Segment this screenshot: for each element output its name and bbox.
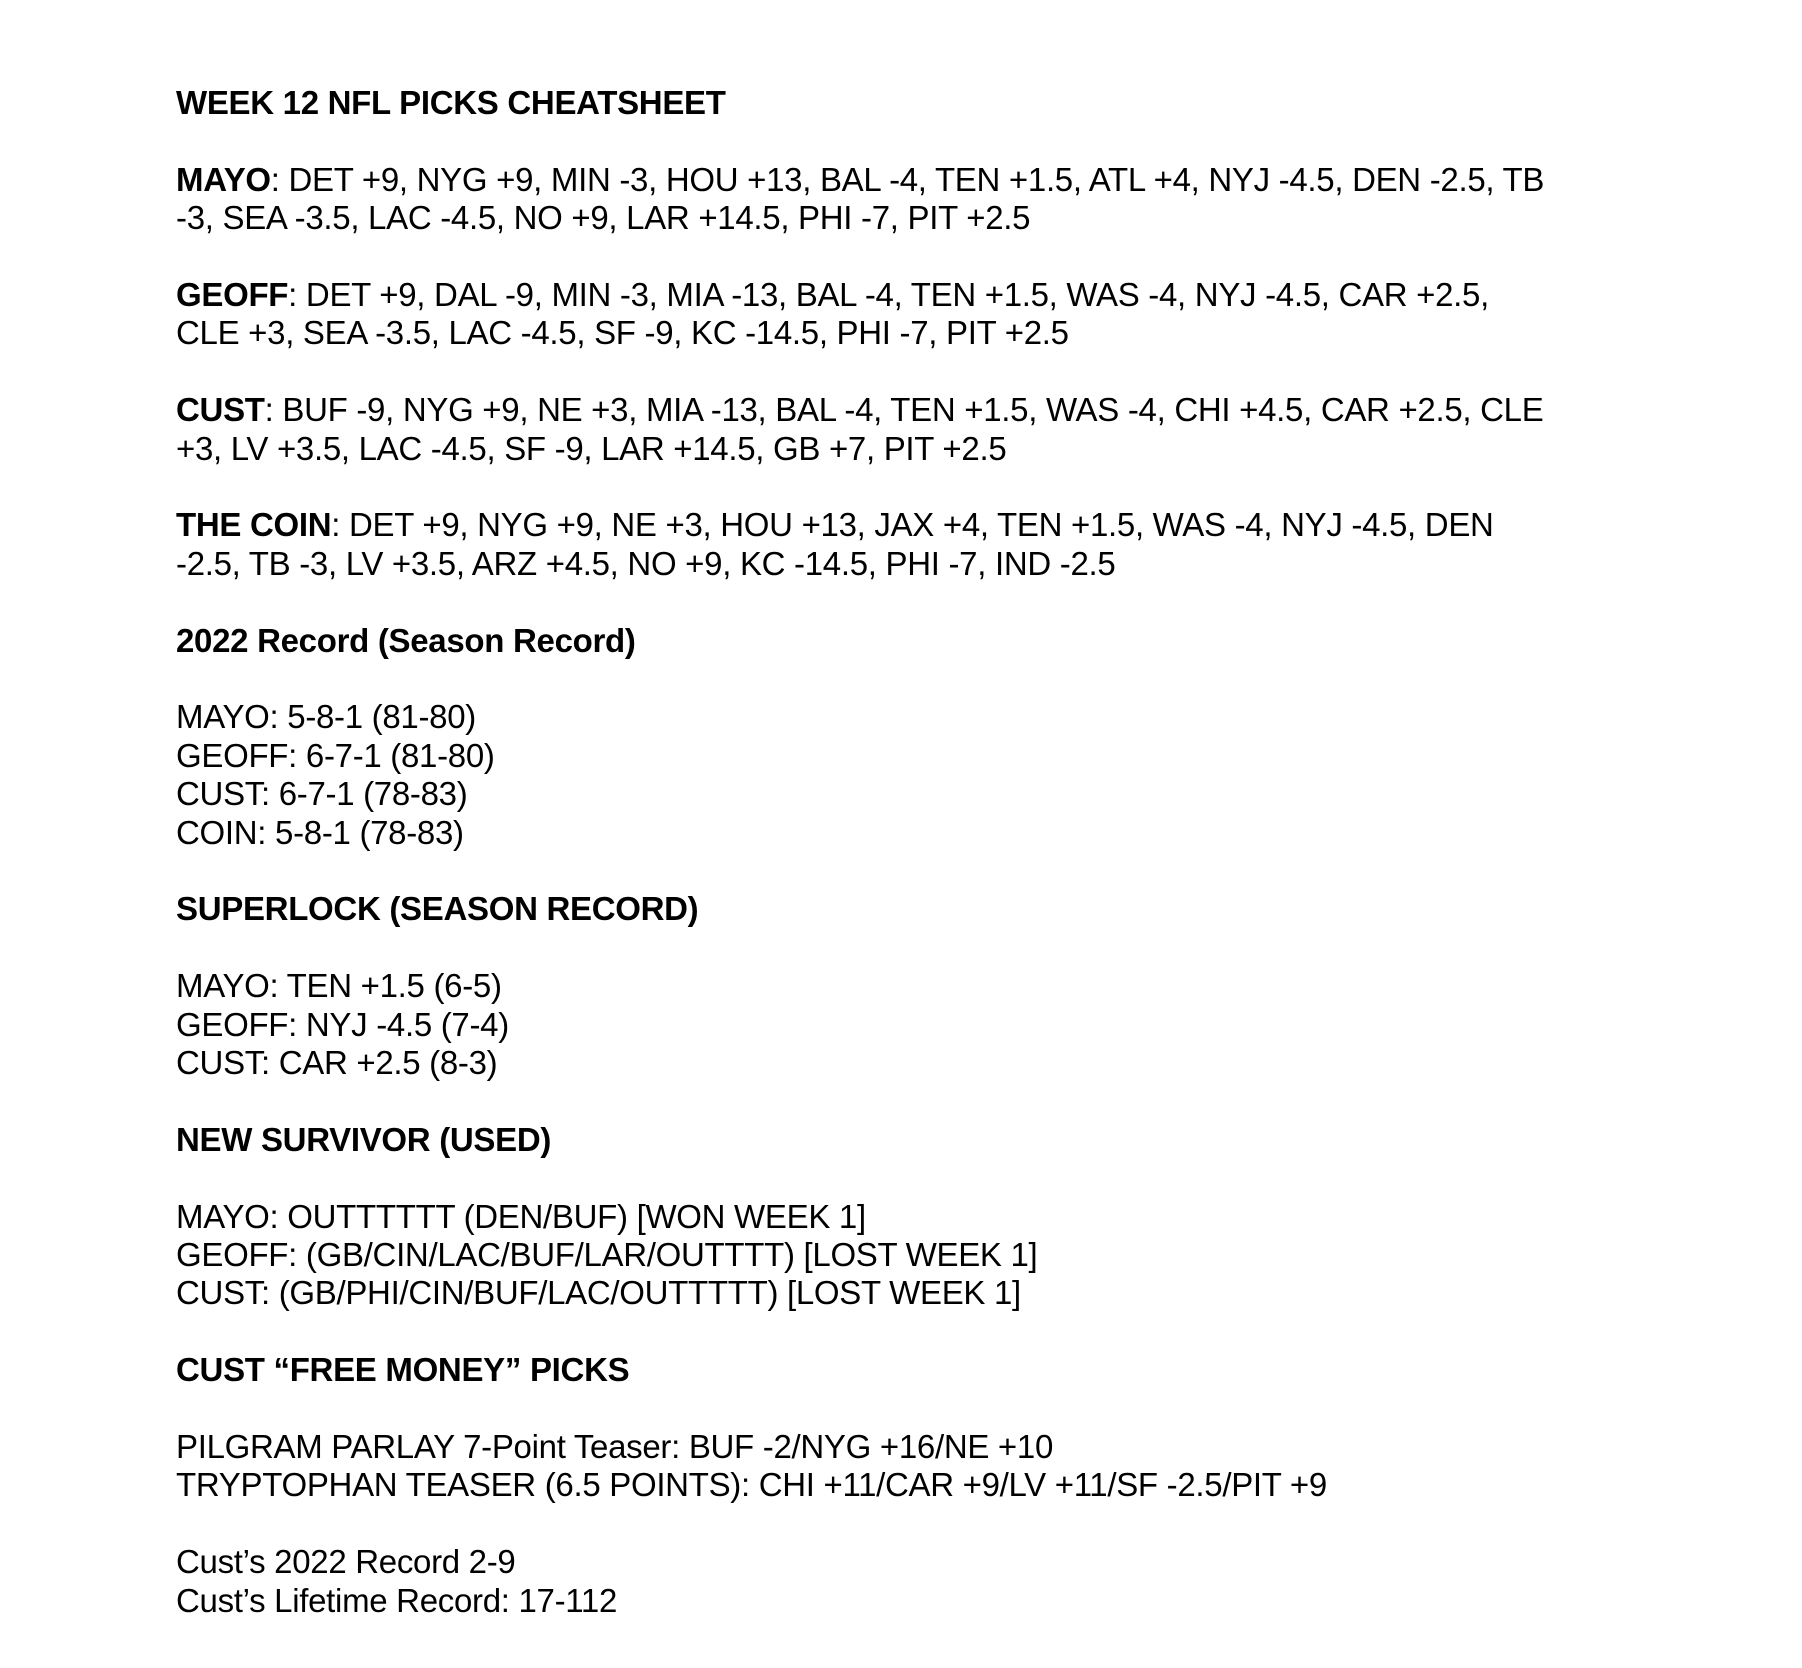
picks-text: : DET +9, DAL -9, MIN -3, MIA -13, BAL -4, TEN +1.5, WAS -4, NYJ -4.5, CAR +2.5,	[288, 276, 1489, 313]
record-item: CUST: 6-7-1 (78-83)	[176, 775, 468, 813]
picks-block-coin	[176, 506, 1736, 583]
spacer	[176, 122, 1736, 160]
picks-text: : DET +9, NYG +9, MIN -3, HOU +13, BAL -4, TEN +1.5, ATL +4, NYJ -4.5, DEN -2.5, TB	[270, 160, 1545, 198]
spacer	[176, 1313, 1736, 1351]
superlock-item: MAYO: TEN +1.5 (6-5)	[176, 967, 502, 1005]
picker-name: THE COIN	[176, 506, 332, 544]
survivor-item: CUST: (GB/PHI/CIN/BUF/LAC/OUTTTTT) [LOST WEEK 1]	[176, 1274, 1021, 1312]
picks-text: -2.5, TB -3, LV +3.5, ARZ +4.5, NO +9, KC -14.5, PHI -7, IND -2.5	[176, 544, 1116, 582]
survivor-item: MAYO: OUTTTTTT (DEN/BUF) [WON WEEK 1]	[176, 1197, 866, 1235]
spacer	[176, 1505, 1736, 1543]
superlock-item: GEOFF: NYJ -4.5 (7-4)	[176, 1005, 509, 1043]
record-item: GEOFF: 6-7-1 (81-80)	[176, 736, 495, 774]
section-heading-record: 2022 Record (Season Record)	[176, 621, 636, 659]
survivor-list	[176, 1198, 1736, 1313]
spacer	[176, 1390, 1736, 1428]
free-money-list	[176, 1428, 1736, 1505]
spacer	[176, 1082, 1736, 1120]
superlock-list	[176, 967, 1736, 1082]
spacer	[176, 852, 1736, 890]
spacer	[176, 660, 1736, 698]
picker-name: MAYO	[176, 160, 271, 198]
free-money-item: PILGRAM PARLAY 7-Point Teaser: BUF -2/NYG +16/NE +10	[176, 1428, 1054, 1466]
document-page	[176, 84, 1736, 1620]
cust-records-list	[176, 1543, 1736, 1620]
cust-record-item: Cust’s 2022 Record 2-9	[176, 1543, 516, 1581]
picker-name: CUST	[176, 391, 265, 429]
section-heading-superlock: SUPERLOCK (SEASON RECORD)	[176, 890, 699, 928]
picks-text: : DET +9, NYG +9, NE +3, HOU +13, JAX +4, TEN +1.5, WAS -4, NYJ -4.5, DEN	[331, 506, 1494, 544]
record-item: COIN: 5-8-1 (78-83)	[176, 813, 464, 851]
spacer	[176, 929, 1736, 967]
survivor-item: GEOFF: (GB/CIN/LAC/BUF/LAR/OUTTTT) [LOST WEEK 1]	[176, 1236, 1038, 1274]
spacer	[176, 583, 1736, 621]
record-item: MAYO: 5-8-1 (81-80)	[176, 698, 476, 736]
picks-block-geoff	[176, 276, 1736, 353]
section-heading-survivor: NEW SURVIVOR (USED)	[176, 1120, 552, 1158]
picks-block-mayo	[176, 161, 1736, 238]
superlock-item: CUST: CAR +2.5 (8-3)	[176, 1044, 498, 1082]
picks-block-cust	[176, 391, 1736, 468]
section-heading-free-money: CUST “FREE MONEY” PICKS	[176, 1351, 630, 1389]
picks-text: -3, SEA -3.5, LAC -4.5, NO +9, LAR +14.5, PHI -7, PIT +2.5	[176, 199, 1031, 237]
spacer	[176, 353, 1736, 391]
cust-record-item: Cust’s Lifetime Record: 17-112	[176, 1581, 617, 1619]
picks-text: : BUF -9, NYG +9, NE +3, MIA -13, BAL -4, TEN +1.5, WAS -4, CHI +4.5, CAR +2.5, CLE	[264, 391, 1544, 429]
document-title: WEEK 12 NFL PICKS CHEATSHEET	[176, 84, 726, 121]
spacer	[176, 238, 1736, 276]
picks-text: +3, LV +3.5, LAC -4.5, SF -9, LAR +14.5, GB +7, PIT +2.5	[176, 429, 1007, 467]
spacer	[176, 1159, 1736, 1197]
picks-text: CLE +3, SEA -3.5, LAC -4.5, SF -9, KC -14.5, PHI -7, PIT +2.5	[176, 314, 1069, 352]
record-list	[176, 698, 1736, 852]
spacer	[176, 468, 1736, 506]
picker-name: GEOFF	[176, 276, 289, 313]
free-money-item: TRYPTOPHAN TEASER (6.5 POINTS): CHI +11/CAR +9/LV +11/SF -2.5/PIT +9	[176, 1466, 1327, 1504]
